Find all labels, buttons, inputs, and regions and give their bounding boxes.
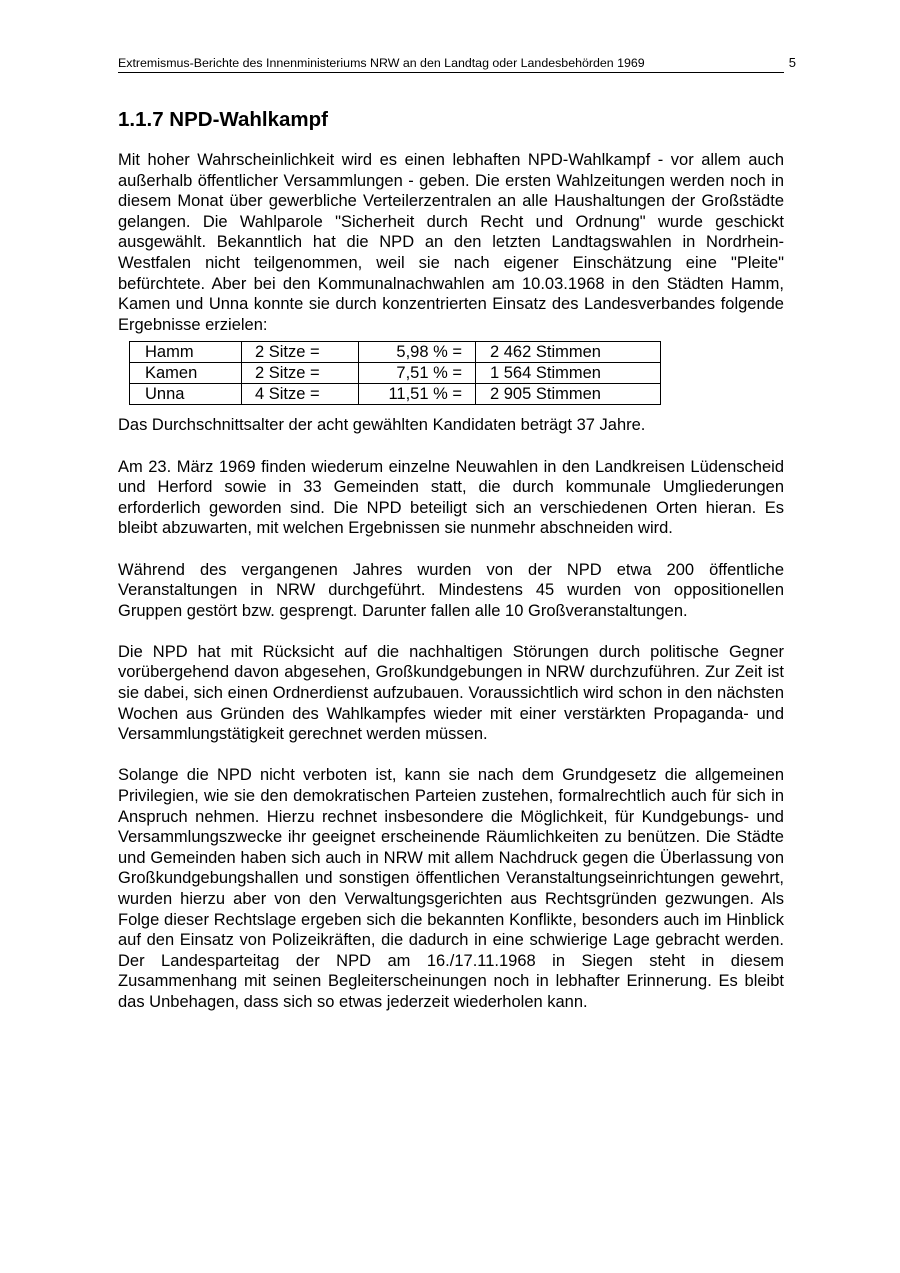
table-row (130, 342, 661, 363)
table-cell-city: Kamen (130, 363, 242, 384)
table-cell-votes: 1 564 Stimmen (476, 363, 661, 384)
table-cell-percent: 11,51 % = (359, 384, 476, 405)
paragraph-5: Die NPD hat mit Rücksicht auf die nachhaltigen Störungen durch politische Gegner vorübergehend davon abgesehen, Großkundgebungen in NRW durchzuführen. Zur Zeit ist sie dabei, sich einen Ordnerdienst aufzubauen. Voraussichtlich wird schon in den nächsten Wochen aus Gründen des Wahlkampfes wieder mit einer verstärkten Propaganda- und Versammlungstätigkeit gerechnet werden müssen. (118, 642, 784, 744)
page-number: 5 (788, 55, 796, 70)
table-cell-percent: 5,98 % = (359, 342, 476, 363)
table-cell-city: Hamm (130, 342, 242, 363)
table-cell-votes: 2 905 Stimmen (476, 384, 661, 405)
table-row (130, 363, 661, 384)
table-row (130, 384, 661, 405)
paragraph-1: Mit hoher Wahrscheinlichkeit wird es einen lebhaften NPD-Wahlkampf - vor allem auch außerhalb öffentlicher Versammlungen - geben. Die ersten Wahlzeitungen werden noch in diesem Monat über gewerbliche Verteilerzentralen an alle Haushaltungen der Großstädte gelangen. Die Wahlparole "Sicherheit durch Recht und Ordnung" wurde geschickt ausgewählt. Bekanntlich hat die NPD an den letzten Landtagswahlen in Nordrhein-Westfalen nicht teilgenommen, weil sie nach eigener Einschätzung eine "Pleite" befürchtete. Aber bei den Kommunalnachwahlen am 10.03.1968 in den Städten Hamm, Kamen und Unna konnte sie durch konzentrierten Einsatz des Landesverbandes folgende Ergebnisse erzielen: (118, 151, 784, 334)
table-cell-votes: 2 462 Stimmen (476, 342, 661, 363)
election-results-table (129, 341, 661, 405)
running-header (118, 55, 796, 73)
table-cell-seats: 4 Sitze = (242, 384, 359, 405)
paragraph-2: Das Durchschnittsalter der acht gewählten Kandidaten beträgt 37 Jahre. (118, 416, 646, 435)
paragraph-6: Solange die NPD nicht verboten ist, kann sie nach dem Grundgesetz die allgemeinen Privilegien, wie sie den demokratischen Parteien zustehen, formalrechtlich auch für sich in Anspruch nehmen. Hierzu rechnet insbesondere die Möglichkeit, für Kundgebungs- und Versammlungszwecke ihr geeignet erscheinende Räumlichkeiten zu benützen. Die Städte und Gemeinden haben sich auch in NRW mit allem Nachdruck gegen die Überlassung von Großkundgebungshallen und sonstigen öffentlichen Veranstaltungseinrichtungen gewehrt, wurden hierzu aber von den Verwaltungsgerichten aus Rechtsgründen gezwungen. Als Folge dieser Rechtslage ergeben sich die bekannten Konflikte, besonders auch im Hinblick auf den Einsatz von Polizeikräften, die dadurch in eine schwierige Lage gebracht werden. Der Landesparteitag der NPD am 16./17.11.1968 in Siegen steht in diesem Zusammenhang mit seinen Begleiterscheinungen noch in lebhafter Erinnerung. Es bleibt das Unbehagen, dass sich so etwas jederzeit wiederholen kann. (118, 766, 784, 1011)
table-cell-city: Unna (130, 384, 242, 405)
table-cell-seats: 2 Sitze = (242, 342, 359, 363)
paragraph-3: Am 23. März 1969 finden wiederum einzelne Neuwahlen in den Landkreisen Lüdenscheid und Herford sowie in 33 Gemeinden statt, die durch kommunale Umgliederungen erforderlich geworden sind. Die NPD beteiligt sich an verschiedenen Orten hieran. Es bleibt abzuwarten, mit welchen Ergebnissen sie nunmehr abschneiden wird. (118, 457, 784, 538)
body-text (118, 150, 784, 1033)
section-title: 1.1.7 NPD-Wahlkampf (118, 108, 328, 131)
paragraph-4: Während des vergangenen Jahres wurden von der NPD etwa 200 öffentliche Veranstaltungen in NRW durchgeführt. Mindestens 45 wurden von oppositionellen Gruppen gestört bzw. gesprengt. Darunter fallen alle 10 Großveranstaltungen. (118, 560, 784, 620)
table-cell-seats: 2 Sitze = (242, 363, 359, 384)
table-cell-percent: 7,51 % = (359, 363, 476, 384)
running-title: Extremismus-Berichte des Innenministeriums NRW an den Landtag oder Landesbehörden 1969 (118, 56, 645, 70)
